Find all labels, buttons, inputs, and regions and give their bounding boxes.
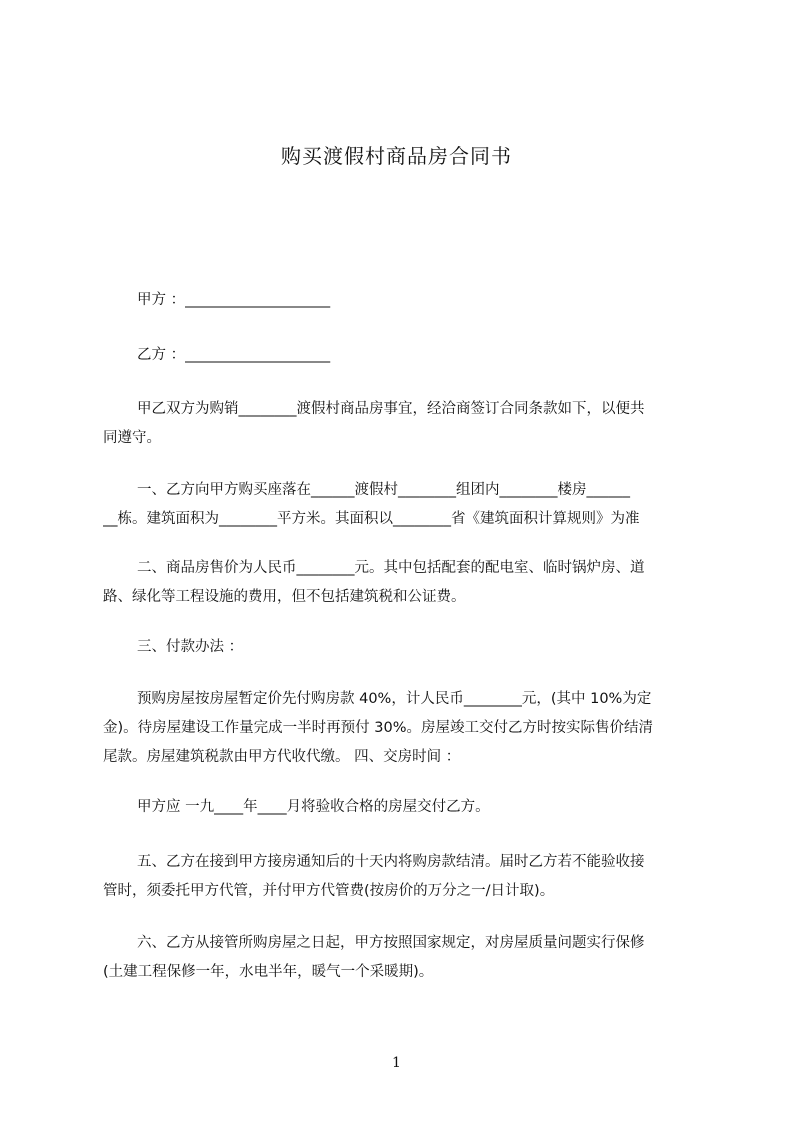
- clause-5-line-2: 管时，须委托甲方代管，并付甲方代管费(按房价的万分之一/日计取)。: [103, 883, 555, 899]
- party-a-line: 甲方 ：____________________: [137, 292, 331, 308]
- delivery-paragraph: [103, 793, 703, 822]
- clause-3-heading-text: 三、付款办法 ：: [137, 639, 244, 655]
- intro-line-1: 甲乙双方为购销________渡假村商品房事宜，经洽商签订合同条款如下，以便共: [137, 401, 645, 417]
- page-number: 1: [392, 1055, 401, 1071]
- intro-line-2: 同遵守。: [103, 430, 161, 446]
- clause-6-paragraph: [103, 929, 703, 987]
- clause-5-line-1: 五、乙方在接到甲方接房通知后的十天内将购房款结清。届时乙方若不能验收接: [137, 854, 645, 870]
- document-title: 购买渡假村商品房合同书: [281, 144, 512, 168]
- party-b-line: 乙方 ：____________________: [137, 347, 331, 363]
- payment-line-3: 尾款。房屋建筑税款由甲方代收代缴。 四、交房时间 ：: [103, 749, 461, 765]
- payment-line-2: 金)。待房屋建设工作量完成一半时再预付 30%。房屋竣工交付乙方时按实际售价结清: [103, 720, 653, 736]
- clause-2-paragraph: [103, 554, 703, 612]
- clause-6-line-2: (土建工程保修一年，水电半年，暖气一个采暖期)。: [103, 964, 434, 980]
- clause-3-heading: [103, 633, 703, 662]
- payment-line-1: 预购房屋按房屋暂定价先付购房款 40%，计人民币________元，(其中 10%为定: [137, 691, 652, 707]
- clause-2-line-2: 路、绿化等工程设施的费用，但不包括建筑税和公证费。: [103, 589, 466, 605]
- clause-6-line-1: 六、乙方从接管所购房屋之日起，甲方按照国家规定，对房屋质量问题实行保修: [137, 935, 645, 951]
- delivery-line: 甲方应 一九____年____月将验收合格的房屋交付乙方。: [137, 799, 490, 815]
- clause-1-line-1: 一、乙方向甲方购买座落在______渡假村________组团内________楼房______: [137, 482, 630, 498]
- clause-5-paragraph: [103, 848, 703, 906]
- clause-1-paragraph: [103, 476, 703, 534]
- payment-paragraph: [103, 685, 703, 772]
- intro-paragraph: [103, 395, 703, 453]
- clause-2-line-1: 二、商品房售价为人民币________元。其中包括配套的配电室、临时锅炉房、道: [137, 560, 645, 576]
- clause-1-line-2: __栋。建筑面积为________平方米。其面积以________省《建筑面积计算规则》为准: [103, 511, 640, 527]
